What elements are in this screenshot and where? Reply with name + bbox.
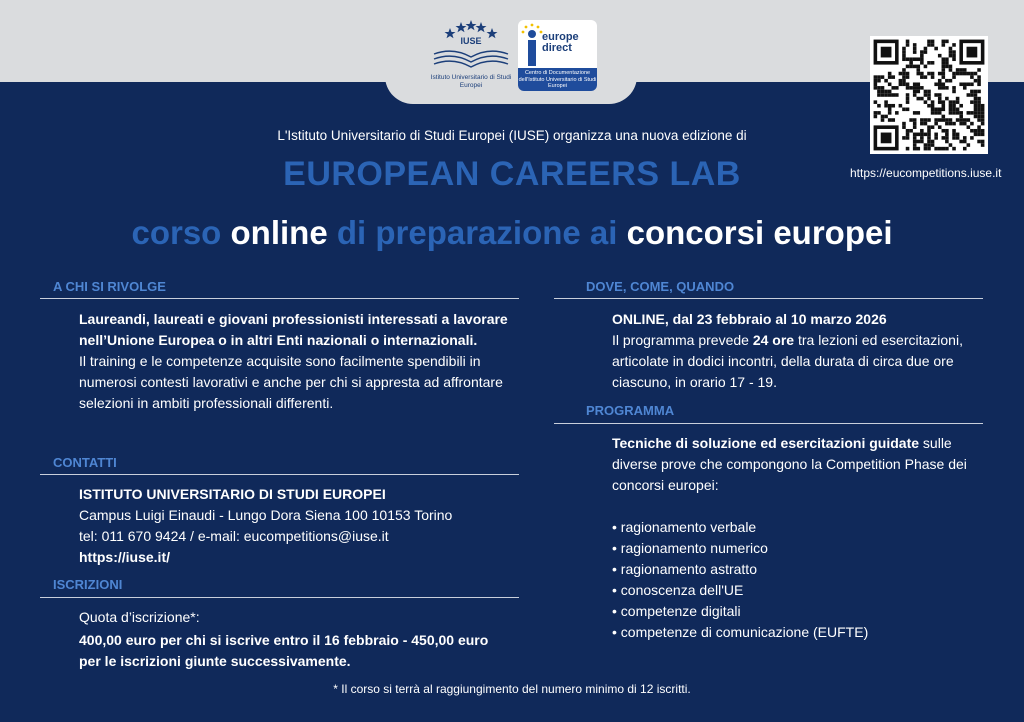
list-item: • competenze di comunicazione (EUFTE): [612, 624, 869, 640]
divider-iscrizioni: [40, 597, 519, 598]
contatti-org: ISTITUTO UNIVERSITARIO DI STUDI EUROPEI: [79, 486, 386, 502]
list-item: • ragionamento astratto: [612, 561, 757, 577]
heading-contatti: CONTATTI: [53, 455, 117, 470]
programma-lead-text: sulle diverse prove che compongono la Competition Phase dei concorsi europei:: [612, 435, 967, 493]
divider-programma: [554, 423, 983, 424]
europe-direct-caption: Centro di Documentazione dell'Istituto Universitario di Studi Europei: [518, 70, 597, 89]
programma-intro: [612, 433, 980, 496]
dove-text-1: Il programma prevede: [612, 332, 753, 348]
contatti-website-link[interactable]: https://iuse.it/: [79, 549, 170, 565]
section-dove: [612, 309, 980, 393]
list-item: • competenze digitali: [612, 603, 741, 619]
divider-dove: [554, 298, 983, 299]
subtitle-part-3: di preparazione ai: [327, 214, 627, 251]
section-programma: [612, 433, 980, 643]
heading-dove: DOVE, COME, QUANDO: [586, 279, 735, 294]
footnote: * Il corso si terrà al raggiungimento del numero minimo di 12 iscritti.: [333, 682, 691, 696]
dove-text-2: tra lezioni ed esercitazioni, articolate in dodici incontri, della durata di circa due ore ciascuno, in orario 17 - 19.: [612, 332, 963, 390]
divider-a-chi: [40, 298, 519, 299]
contatti-phone-email[interactable]: tel: 011 670 9424 / e-mail: eucompetitions@iuse.it: [79, 528, 389, 544]
list-item: • ragionamento verbale: [612, 519, 757, 535]
intro-text: L'Istituto Universitario di Studi Europei (IUSE) organizza una nuova edizione di: [277, 128, 747, 143]
iscrizioni-fee: 400,00 euro per chi si iscrive entro il 16 febbraio - 450,00 euro per le iscrizioni giunte successivamente.: [79, 632, 489, 669]
europe-direct-line1: europe: [542, 31, 579, 43]
subtitle-part-2: online: [230, 214, 328, 251]
europe-direct-text: [542, 32, 579, 54]
section-iscrizioni: [79, 607, 511, 672]
divider-contatti: [40, 474, 519, 475]
section-contatti: [79, 484, 511, 568]
iuse-logo-text: IUSE: [460, 36, 482, 46]
heading-programma: PROGRAMMA: [586, 403, 675, 418]
iscrizioni-label: Quota d’iscrizione*:: [79, 609, 200, 625]
a-chi-description: Il training e le competenze acquisite sono facilmente spendibili in numerosi contesti lavorativi e anche per chi si appresta ad affrontare selezioni in ambiti professionali differenti.: [79, 353, 503, 411]
europe-direct-line2: direct: [542, 42, 572, 54]
a-chi-target: Laureandi, laureati e giovani professionisti interessati a lavorare nell’Unione Europea o in altri Enti nazionali o internazionali.: [79, 311, 508, 348]
qr-url[interactable]: https://eucompetitions.iuse.it: [850, 166, 1002, 180]
heading-iscrizioni: ISCRIZIONI: [53, 577, 123, 592]
list-item: • ragionamento numerico: [612, 540, 768, 556]
programma-lead: Tecniche di soluzione ed esercitazioni guidate: [612, 435, 920, 451]
europe-direct-i-icon: [520, 22, 544, 70]
list-item: • conoscenza dell'UE: [612, 582, 744, 598]
dove-dates: ONLINE, dal 23 febbraio al 10 marzo 2026: [612, 311, 887, 327]
iuse-logo-subtitle: Istituto Universitario di Studi Europei: [430, 74, 512, 89]
heading-a-chi: A CHI SI RIVOLGE: [53, 279, 166, 294]
iuse-logo: [428, 20, 514, 92]
dove-hours: 24 ore: [752, 332, 795, 348]
dove-description: [612, 330, 980, 393]
subtitle-part-1: corso: [131, 214, 231, 251]
contatti-address: Campus Luigi Einaudi - Lungo Dora Siena 100 10153 Torino: [79, 507, 453, 523]
europe-direct-logo: [518, 20, 597, 91]
page-title: EUROPEAN CAREERS LAB: [283, 155, 741, 193]
subtitle-part-4: concorsi europei: [626, 214, 893, 251]
page-subtitle: [0, 214, 1024, 252]
programma-list: [612, 517, 980, 643]
section-a-chi: [79, 309, 511, 414]
